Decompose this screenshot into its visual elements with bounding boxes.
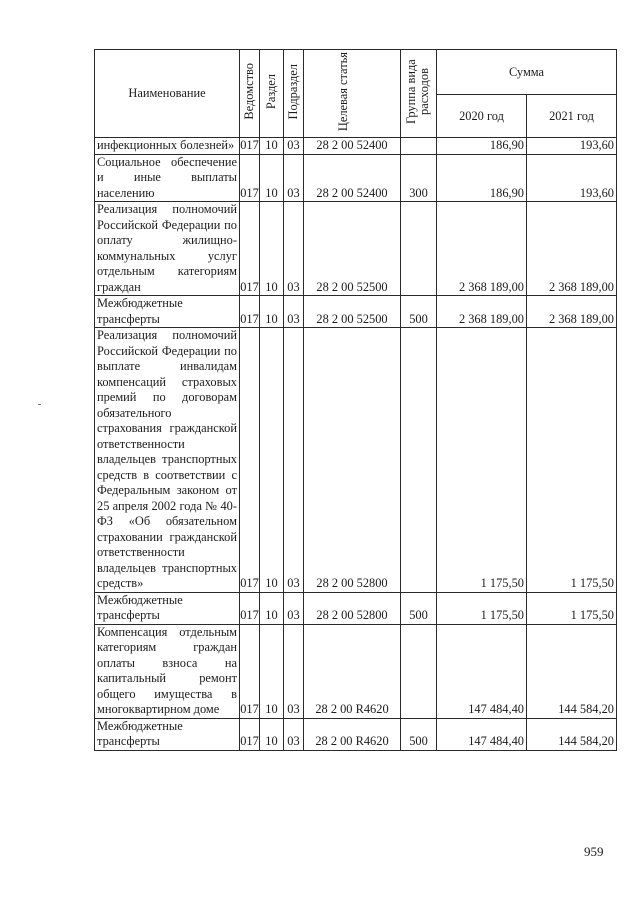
row-name: Межбюджетные трансферты: [95, 592, 240, 624]
row-section: 10: [260, 718, 284, 750]
header-target-article: Целевая статья: [304, 50, 401, 138]
header-sum: Сумма: [437, 50, 617, 95]
row-expense-group: 500: [401, 296, 437, 328]
row-subsection: 03: [284, 154, 304, 202]
row-name: Реализация полномочий Российской Федерации по выплате инвалидам компенсаций страховых премий по договорам обязательного страхования гражданской ответственности владельцев транспортных средств в соответствии с Федеральным законом от 25 апреля 2002 года № 40-ФЗ «Об обязательном страховании гражданской ответственности владельцев транспортных средств»: [95, 328, 240, 593]
row-sum-2021: 144 584,20: [527, 718, 617, 750]
header-year-2021: 2021 год: [527, 95, 617, 138]
row-name: Межбюджетные трансферты: [95, 296, 240, 328]
row-subsection: 03: [284, 718, 304, 750]
table-row: [95, 718, 617, 750]
row-expense-group: [401, 202, 437, 296]
row-expense-group: [401, 138, 437, 155]
header-year-2020: 2020 год: [437, 95, 527, 138]
row-expense-group: 500: [401, 592, 437, 624]
table-row: [95, 592, 617, 624]
row-department: 017: [240, 718, 260, 750]
table-row: [95, 154, 617, 202]
row-sum-2021: 2 368 189,00: [527, 296, 617, 328]
row-sum-2021: 193,60: [527, 154, 617, 202]
header-department: Ведомство: [240, 50, 260, 138]
row-target-article: 28 2 00 52500: [304, 296, 401, 328]
row-section: 10: [260, 202, 284, 296]
row-target-article: 28 2 00 52400: [304, 154, 401, 202]
row-sum-2020: 1 175,50: [437, 592, 527, 624]
row-sum-2020: 186,90: [437, 154, 527, 202]
row-department: 017: [240, 154, 260, 202]
table-header: [95, 50, 617, 138]
row-sum-2020: 1 175,50: [437, 328, 527, 593]
row-section: 10: [260, 624, 284, 718]
header-subsection: Подраздел: [284, 50, 304, 138]
row-department: 017: [240, 592, 260, 624]
table-row: [95, 328, 617, 593]
row-subsection: 03: [284, 592, 304, 624]
row-name: инфекционных болезней»: [95, 138, 240, 155]
row-subsection: 03: [284, 624, 304, 718]
row-section: 10: [260, 328, 284, 593]
row-sum-2020: 147 484,40: [437, 718, 527, 750]
table-row: [95, 624, 617, 718]
row-department: 017: [240, 328, 260, 593]
table-row: [95, 138, 617, 155]
row-expense-group: [401, 624, 437, 718]
row-section: 10: [260, 138, 284, 155]
row-expense-group: 300: [401, 154, 437, 202]
row-sum-2021: 1 175,50: [527, 328, 617, 593]
row-section: 10: [260, 592, 284, 624]
row-section: 10: [260, 296, 284, 328]
row-target-article: 28 2 00 52800: [304, 328, 401, 593]
row-subsection: 03: [284, 138, 304, 155]
row-subsection: 03: [284, 328, 304, 593]
row-department: 017: [240, 624, 260, 718]
row-name: Компенсация отдельным категориям граждан оплаты взноса на капитальный ремонт общего имущества в многоквартирном доме: [95, 624, 240, 718]
row-expense-group: [401, 328, 437, 593]
row-target-article: 28 2 00 R4620: [304, 624, 401, 718]
row-section: 10: [260, 154, 284, 202]
header-name: Наименование: [95, 50, 240, 138]
row-department: 017: [240, 296, 260, 328]
row-sum-2021: 2 368 189,00: [527, 202, 617, 296]
row-sum-2021: 1 175,50: [527, 592, 617, 624]
table-row: [95, 296, 617, 328]
row-sum-2021: 193,60: [527, 138, 617, 155]
row-expense-group: 500: [401, 718, 437, 750]
margin-mark: [38, 404, 41, 405]
row-sum-2020: 2 368 189,00: [437, 296, 527, 328]
row-target-article: 28 2 00 52800: [304, 592, 401, 624]
row-subsection: 03: [284, 296, 304, 328]
row-sum-2020: 2 368 189,00: [437, 202, 527, 296]
table-body: [95, 138, 617, 751]
header-expense-group: Группа вида расходов: [401, 50, 437, 138]
row-sum-2020: 186,90: [437, 138, 527, 155]
page-number: 959: [584, 844, 604, 859]
row-target-article: 28 2 00 52400: [304, 138, 401, 155]
row-name: Межбюджетные трансферты: [95, 718, 240, 750]
row-department: 017: [240, 202, 260, 296]
row-department: 017: [240, 138, 259, 152]
row-target-article: 28 2 00 R4620: [304, 718, 401, 750]
header-section: Раздел: [260, 50, 284, 138]
table-row: [95, 202, 617, 296]
row-name: Социальное обеспечение и иные выплаты населению: [95, 154, 240, 202]
row-target-article: 28 2 00 52500: [304, 202, 401, 296]
row-subsection: 03: [284, 202, 304, 296]
budget-table: [94, 49, 617, 751]
row-name: Реализация полномочий Российской Федерации по оплату жилищно-коммунальных услуг отдельным категориям граждан: [95, 202, 240, 296]
row-sum-2021: 144 584,20: [527, 624, 617, 718]
row-sum-2020: 147 484,40: [437, 624, 527, 718]
